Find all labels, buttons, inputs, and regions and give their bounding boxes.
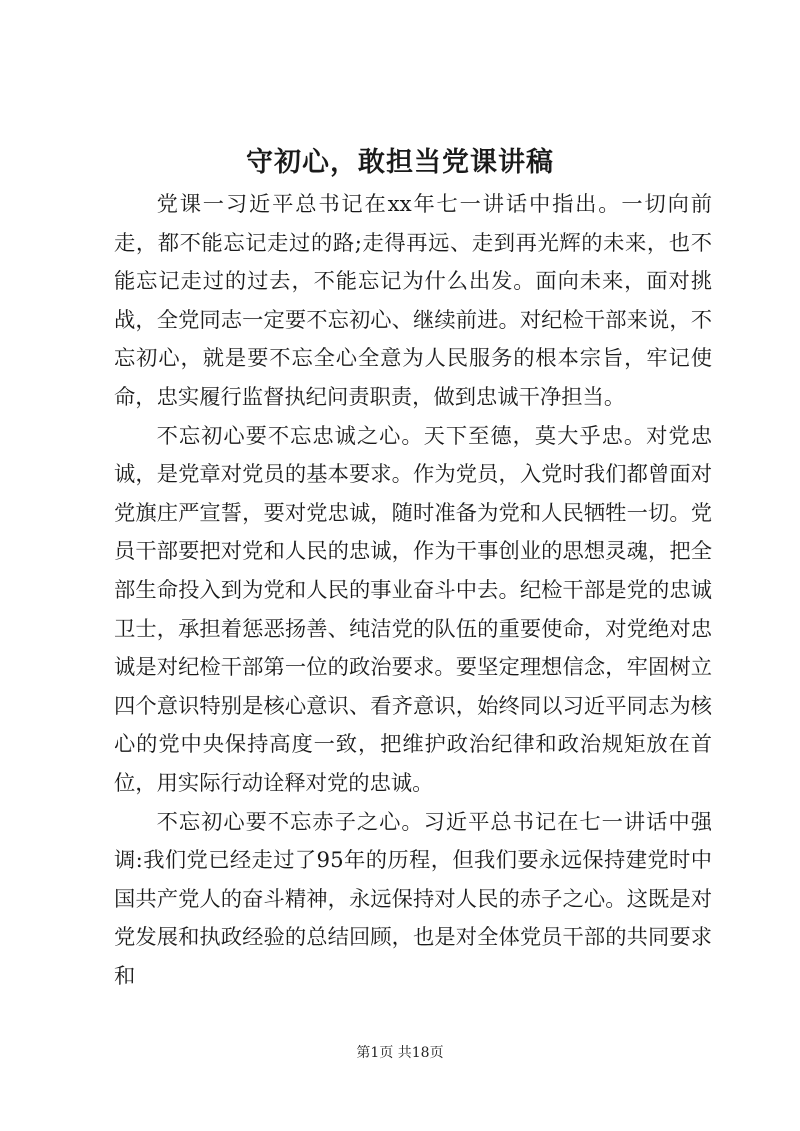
document-title: 守初心，敢担当党课讲稿: [246, 147, 554, 178]
paragraph-3: 不忘初心要不忘赤子之心。习近平总书记在七一讲话中强调:我们党已经走过了95年的历程，但我们要永远保持建党时中国共产党人的奋斗精神，永远保持对人民的赤子之心。这既是对党发展和执政经验的总结回顾，也是对全体党员干部的共同要求和: [114, 809, 712, 989]
page-footer: 第1页 共18页: [356, 1045, 444, 1061]
paragraph-2: 不忘初心要不忘忠诚之心。天下至德，莫大乎忠。对党忠诚，是党章对党员的基本要求。作为党员，入党时我们都曾面对党旗庄严宣誓，要对党忠诚，随时准备为党和人民牺牲一切。党员干部要把对党和人民的忠诚，作为干事创业的思想灵魂，把全部生命投入到为党和人民的事业奋斗中去。纪检干部是党的忠诚卫士，承担着惩恶扬善、纯洁党的队伍的重要使命，对党绝对忠诚是对纪检干部第一位的政治要求。要坚定理想信念，牢固树立四个意识特别是核心意识、看齐意识，始终同以习近平同志为核心的党中央保持高度一致，把维护政治纪律和政治规矩放在首位，用实际行动诠释对党的忠诚。: [114, 423, 712, 796]
paragraph-1: 党课一习近平总书记在xx年七一讲话中指出。一切向前走，都不能忘记走过的路;走得再远、走到再光辉的未来，也不能忘记走过的过去，不能忘记为什么出发。面向未来，面对挑战，全党同志一定要不忘初心、继续前进。对纪检干部来说，不忘初心，就是要不忘全心全意为人民服务的根本宗旨，牢记使命，忠实履行监督执纪问责职责，做到忠诚干净担当。: [114, 192, 712, 410]
document-body: [114, 186, 712, 996]
